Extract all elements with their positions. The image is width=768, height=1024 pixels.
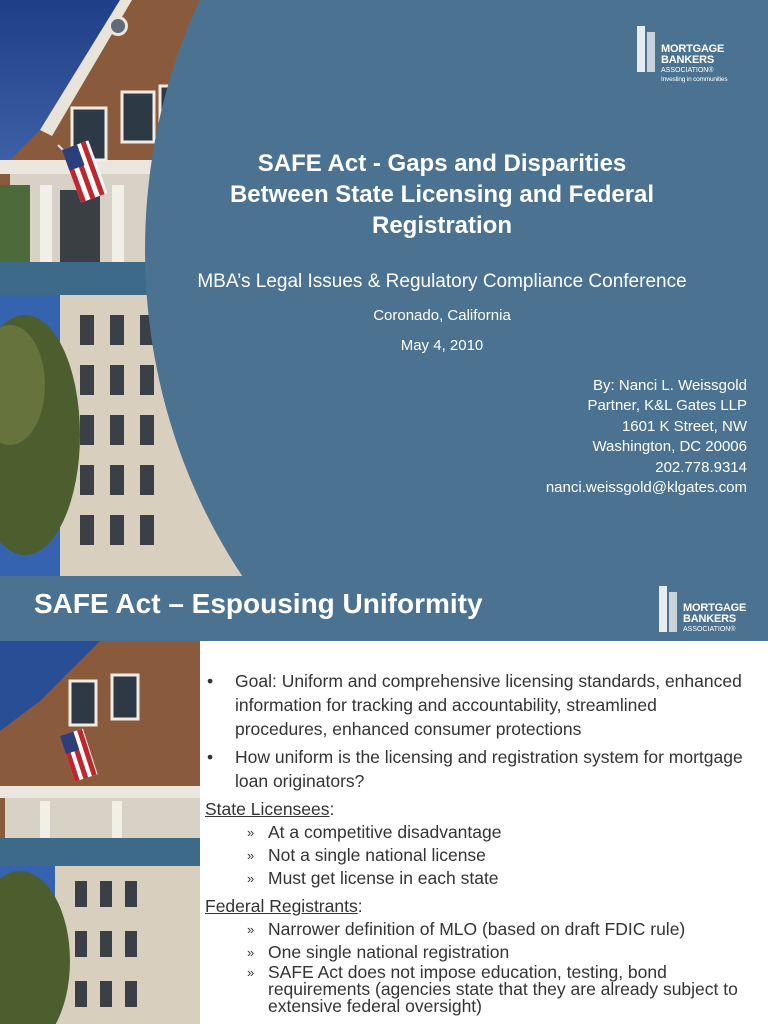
list-item [205, 821, 745, 844]
presentation-title [180, 148, 704, 241]
conference-date: May 4, 2010 [400, 337, 484, 354]
logo-line1: MORTGAGE [683, 602, 747, 614]
slide-body [205, 669, 745, 1015]
sub-item-text: SAFE Act does not impose education, testing, bond requirements (agencies state that they are already subject to extensive federal oversight) [268, 962, 738, 1016]
list-item [205, 918, 745, 941]
author-block [546, 376, 747, 498]
logo-line2: BANKERS [661, 54, 714, 66]
conference-location: Coronado, California [373, 307, 511, 324]
chevron-right-icon: » [247, 945, 255, 960]
logo-line3: ASSOCIATION® [683, 626, 736, 633]
federal-registrants-heading: Federal Registrants: [205, 896, 363, 916]
bullet-icon: • [207, 671, 214, 691]
title-line: SAFE Act - Gaps and Disparities [257, 150, 627, 177]
author-city: Washington, DC 20006 [592, 438, 747, 456]
logo-line3: ASSOCIATION® [661, 67, 714, 74]
author-name: By: Nanci L. Weissgold [593, 377, 747, 394]
chevron-right-icon: » [247, 848, 255, 863]
logo-tagline: Investing in communities [661, 76, 728, 83]
mba-logo-mark-icon [637, 26, 657, 72]
chevron-right-icon: » [247, 871, 255, 886]
sub-item-text: Must get license in each state [268, 868, 499, 888]
chevron-right-icon: » [247, 825, 255, 840]
conference-name: MBA’s Legal Issues & Regulatory Compliance Conference [197, 271, 687, 292]
chevron-right-icon: » [247, 965, 255, 980]
title-line: Between State Licensing and Federal [229, 181, 655, 208]
logo-line1: MORTGAGE [661, 43, 725, 55]
bullet-text: Goal: Uniform and comprehensive licensing standards, enhanced information for tracking and accountability, streamlined procedures, enhanced consumer protections [235, 671, 742, 739]
bullet-icon: • [207, 747, 214, 767]
mba-logo-mark-icon [659, 586, 679, 632]
list-item [205, 867, 745, 890]
mba-logo [637, 26, 727, 84]
title-line: Registration [371, 212, 512, 239]
sub-item-text: At a competitive disadvantage [268, 822, 502, 842]
list-item [205, 941, 745, 964]
author-street: 1601 K Street, NW [621, 417, 747, 435]
list-item [205, 964, 745, 1015]
sub-item-text: Not a single national license [268, 845, 486, 865]
sub-item-text: One single national registration [268, 942, 510, 962]
author-email[interactable]: nanci.weissgold@klgates.com [545, 479, 747, 497]
logo-line2: BANKERS [683, 613, 736, 625]
chevron-right-icon: » [247, 922, 255, 937]
state-licensees-heading: State Licensees: [205, 799, 335, 819]
sub-item-text: Narrower definition of MLO (based on draft FDIC rule) [268, 919, 686, 939]
author-title: Partner, K&L Gates LLP [587, 397, 747, 415]
author-phone: 202.778.9314 [655, 458, 747, 476]
slide-title: SAFE Act – Espousing Uniformity [34, 588, 483, 619]
list-item [205, 669, 745, 741]
list-item [205, 745, 745, 793]
slide-header [0, 576, 768, 641]
mba-logo [659, 586, 746, 634]
building-photo-side [0, 641, 200, 1024]
content-slide [0, 576, 768, 1024]
bullet-text: How uniform is the licensing and registration system for mortgage loan originators? [235, 747, 743, 791]
list-item [205, 844, 745, 867]
